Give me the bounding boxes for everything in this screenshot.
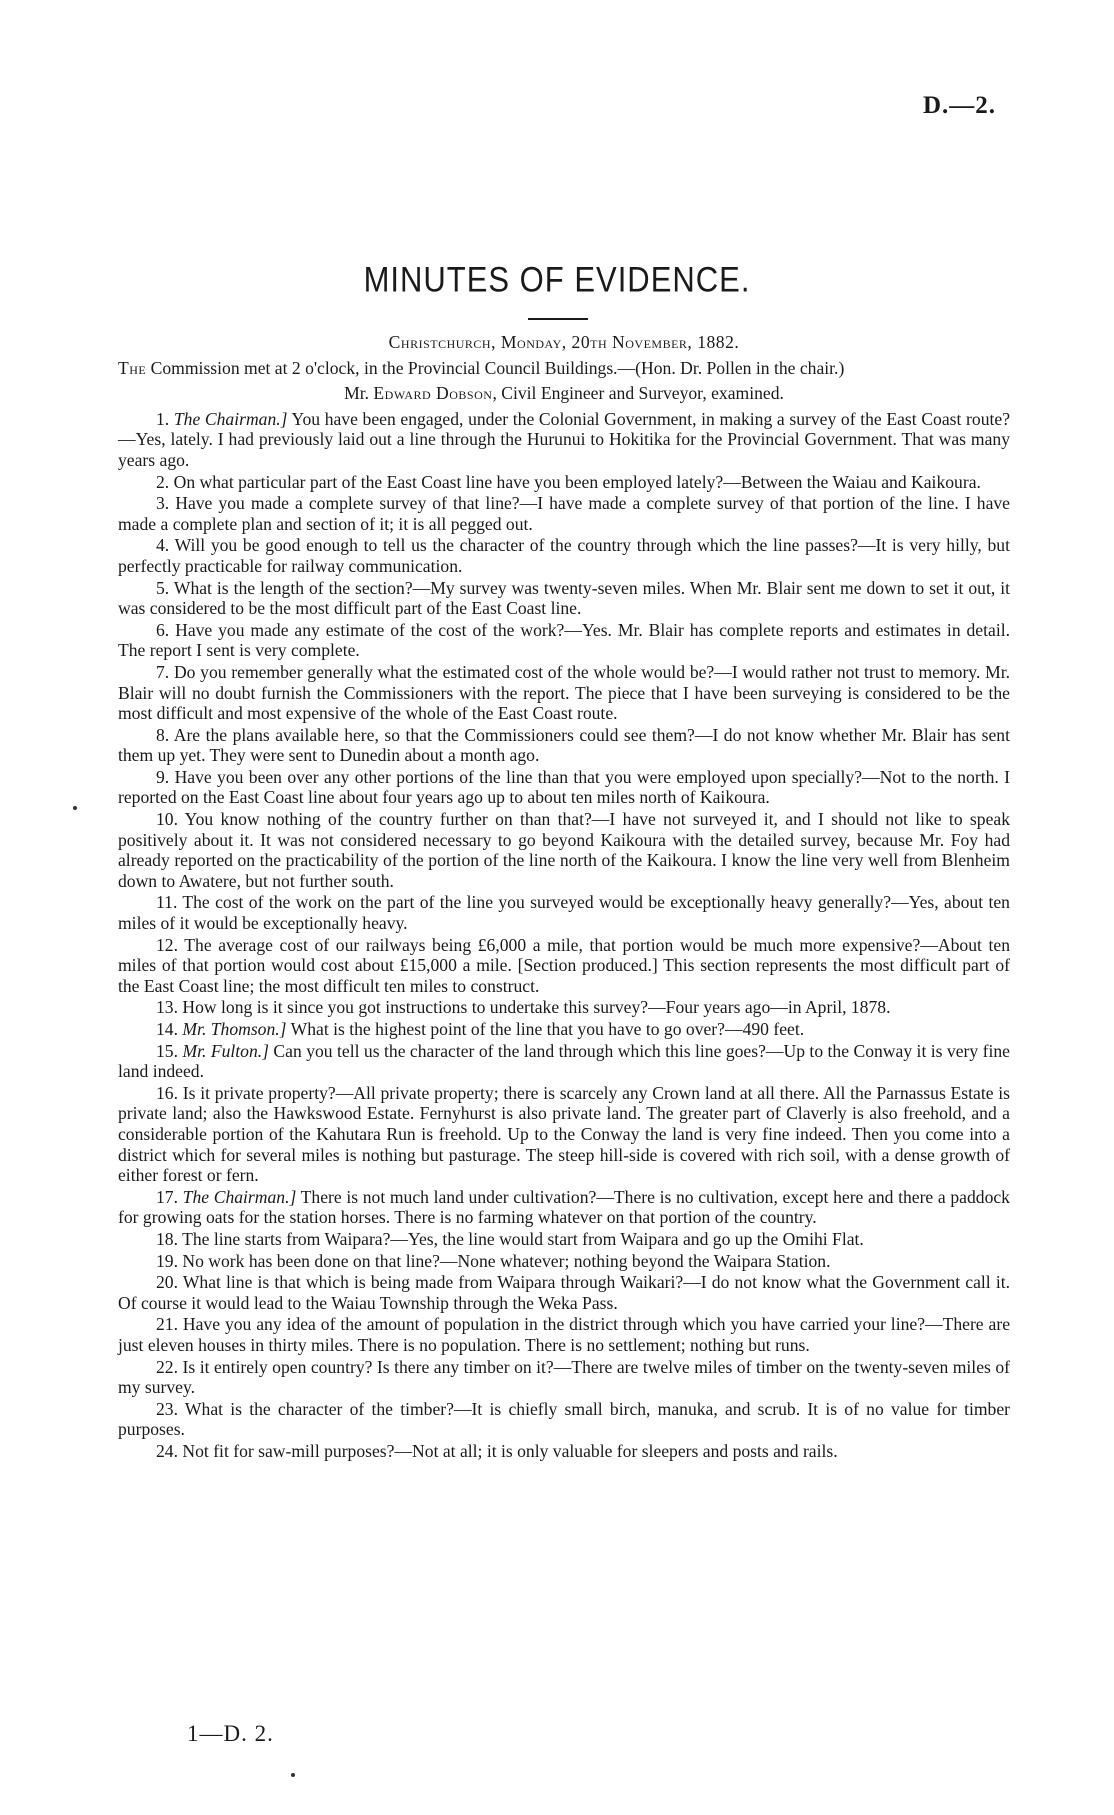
question-text: The cost of the work on the part of the line you surveyed would be exceptionally heavy generally?—Yes, about ten miles of it would be exceptionally heavy. — [118, 892, 1010, 934]
question-number: 15. — [156, 1040, 178, 1061]
question-number: 14. — [156, 1019, 178, 1039]
question-paragraph — [118, 809, 1010, 891]
question-text: Will you be good enough to tell us the character of the country through which the line passes?—It is very hilly, but perfectly practicable for railway communication. — [118, 535, 1010, 576]
stray-mark — [73, 806, 77, 810]
question-number: 6. — [156, 619, 170, 640]
question-number: 7. — [156, 661, 170, 682]
question-number: 16. — [156, 1082, 178, 1103]
question-text: The average cost of our railways being £6,000 a mile, that portion would be much more expensive?—About ten miles of that portion would cost about £15,000 a mile. [Section produced.] This section represents the most difficult part of the East Coast line; the most difficult ten miles to construct. — [118, 934, 1010, 996]
question-paragraph — [118, 1041, 1010, 1082]
opening-statement — [118, 358, 1010, 379]
question-text: What line is that which is being made from Waipara through Waikari?—I do not know what the Government call it. Of course it would lead to the Waiau Township through the Weka Pass. — [118, 1272, 1010, 1313]
question-number: 17. — [156, 1186, 178, 1207]
question-paragraph — [118, 997, 1010, 1018]
question-text: Have you made any estimate of the cost of the work?—Yes. Mr. Blair has complete reports and estimates in detail. The report I sent is very complete. — [118, 619, 1010, 661]
question-text: Have you made a complete survey of that line?—I have made a complete survey of that portion of the line. I have made a complete plan and section of it; it is all pegged out. — [118, 493, 1010, 534]
page-reference: D.—2. — [922, 92, 996, 119]
question-text: You have been engaged, under the Colonial Government, in making a survey of the East Coast route?—Yes, lately. I had previously laid out a line through the Hurunui to Hokitika for the Provincial Government. That was many years ago. — [118, 408, 1010, 470]
question-paragraph — [118, 767, 1010, 808]
question-paragraph — [118, 1441, 1010, 1462]
witness-suffix: , Civil Engineer and Surveyor, examined. — [492, 383, 784, 404]
question-number: 13. — [156, 997, 178, 1018]
question-paragraph — [118, 1272, 1010, 1313]
question-paragraph — [118, 1229, 1010, 1250]
question-number: 21. — [156, 1314, 178, 1335]
question-paragraph — [118, 1083, 1010, 1186]
question-paragraph — [118, 1187, 1010, 1228]
question-paragraph — [118, 409, 1010, 471]
question-paragraph — [118, 472, 1010, 493]
question-text: Is it private property?—All private property; there is scarcely any Crown land at all there. All the Parnassus Estate is private land; also the Hawkswood Estate. Fernyhurst is also private land. The greater part of Claverly is also freehold, and a considerable portion of the Kahutara Run is freehold. Up to the Conway the land is very fine indeed. Then you come into a district which for several miles is nothing but pasturage. The steep hill-side is covered with rich soil, with a dense growth of either forest or fern. — [118, 1082, 1010, 1186]
question-text: On what particular part of the East Coast line have you been employed lately?—Between the Waiau and Kaikoura. — [173, 471, 981, 492]
question-list — [118, 409, 1010, 1462]
question-text: What is the highest point of the line that you have to go over?—490 feet. — [286, 1019, 805, 1039]
question-number: 18. — [156, 1228, 178, 1249]
question-text: Have you been over any other portions of the line than that you were employed upon specially?—Not to the north. I reported on the East Coast line about four years ago up to about ten miles north of Kaikoura. — [118, 766, 1010, 808]
question-text: How long is it since you got instructions to undertake this survey?—Four years ago—in April, 1878. — [182, 997, 891, 1018]
question-paragraph — [118, 620, 1010, 661]
question-number: 24. — [156, 1440, 178, 1461]
question-text: Are the plans available here, so that the Commissioners could see them?—I do not know whether Mr. Blair has sent them up yet. They were sent to Dunedin about a month ago. — [118, 724, 1010, 766]
question-text: Not fit for saw-mill purposes?—Not at all; it is only valuable for sleepers and posts and rails. — [182, 1440, 838, 1461]
question-paragraph — [118, 725, 1010, 766]
question-number: 23. — [156, 1398, 178, 1419]
question-number: 9. — [156, 766, 170, 787]
question-text: What is the character of the timber?—It is chiefly small birch, manuka, and scrub. It is of no value for timber purposes. — [118, 1398, 1010, 1440]
question-number: 2. — [156, 471, 170, 492]
question-number: 4. — [156, 535, 170, 556]
question-paragraph — [118, 1314, 1010, 1355]
question-number: 20. — [156, 1272, 178, 1293]
question-text: Have you any idea of the amount of population in the district through which you have carried your line?—There are just eleven houses in thirty miles. There is no population. There is no settlement; nothing but runs. — [118, 1314, 1010, 1355]
question-text: You know nothing of the country further on than that?—I have not surveyed it, and I should not like to speak positively about it. It was not considered necessary to go beyond Kaikoura with the detailed survey, because Mr. Foy had already reported on the practicability of the portion of the line north of the Kaikoura. I know the line very well from Blenheim down to Awatere, but not further south. — [118, 809, 1010, 891]
speaker-label: Mr. Fulton.] — [182, 1040, 269, 1061]
opening-lead: The — [118, 357, 147, 378]
witness-prefix: Mr. — [344, 383, 374, 404]
speaker-label: The Chairman.] — [182, 1186, 297, 1207]
question-number: 5. — [156, 577, 170, 598]
question-text: Can you tell us the character of the land through which this line goes?—Up to the Conway it is very fine land indeed. — [118, 1040, 1010, 1082]
question-paragraph — [118, 662, 1010, 724]
place-date-line: Christchurch, Monday, 20th November, 1882. — [388, 332, 740, 352]
document-body — [118, 332, 1010, 1462]
question-number: 11. — [156, 892, 178, 913]
question-text: No work has been done on that line?—None whatever; nothing beyond the Waipara Station. — [182, 1250, 831, 1271]
witness-line — [118, 383, 1010, 404]
question-paragraph — [118, 1019, 1010, 1040]
question-paragraph — [118, 892, 1010, 933]
question-paragraph — [118, 578, 1010, 619]
question-number: 10. — [156, 809, 178, 830]
question-text: Is it entirely open country? Is there any timber on it?—There are twelve miles of timber on the twenty-seven miles of my survey. — [118, 1356, 1010, 1398]
question-number: 12. — [156, 934, 178, 955]
question-paragraph — [118, 535, 1010, 576]
question-text: The line starts from Waipara?—Yes, the line would start from Waipara and go up the Omihi Flat. — [182, 1228, 864, 1249]
question-paragraph — [118, 935, 1010, 997]
question-number: 3. — [156, 493, 170, 514]
question-number: 1. — [156, 408, 170, 429]
question-number: 19. — [156, 1250, 178, 1271]
question-paragraph — [118, 493, 1010, 534]
speaker-label: The Chairman.] — [173, 408, 288, 429]
page-footer: 1—D. 2. — [187, 1721, 274, 1746]
question-text: Do you remember generally what the estimated cost of the whole would be?—I would rather not trust to memory. Mr. Blair will no doubt furnish the Commissioners with the report. The piece that I have been surveying is considered to be the most difficult and most expensive of the whole of the East Coast route. — [118, 661, 1010, 724]
stray-mark — [291, 1773, 295, 1777]
page-title: MINUTES OF EVIDENCE. — [363, 259, 751, 300]
opening-text: Commission met at 2 o'clock, in the Provincial Council Buildings.—(Hon. Dr. Pollen in the chair.) — [146, 357, 845, 378]
question-paragraph — [118, 1251, 1010, 1272]
question-text: What is the length of the section?—My survey was twenty-seven miles. When Mr. Blair sent me down to set it out, it was considered to be the most difficult part of the East Coast line. — [118, 577, 1010, 619]
question-number: 22. — [156, 1356, 178, 1377]
speaker-label: Mr. Thomson.] — [182, 1019, 287, 1039]
witness-name: Edward Dobson — [373, 383, 493, 404]
question-paragraph — [118, 1399, 1010, 1440]
question-number: 8. — [156, 724, 170, 745]
question-paragraph — [118, 1357, 1010, 1398]
title-divider — [528, 318, 588, 320]
question-text: There is not much land under cultivation?—There is no cultivation, except here and there a paddock for growing oats for the station horses. There is no farming whatever on that portion of the country. — [118, 1186, 1010, 1228]
